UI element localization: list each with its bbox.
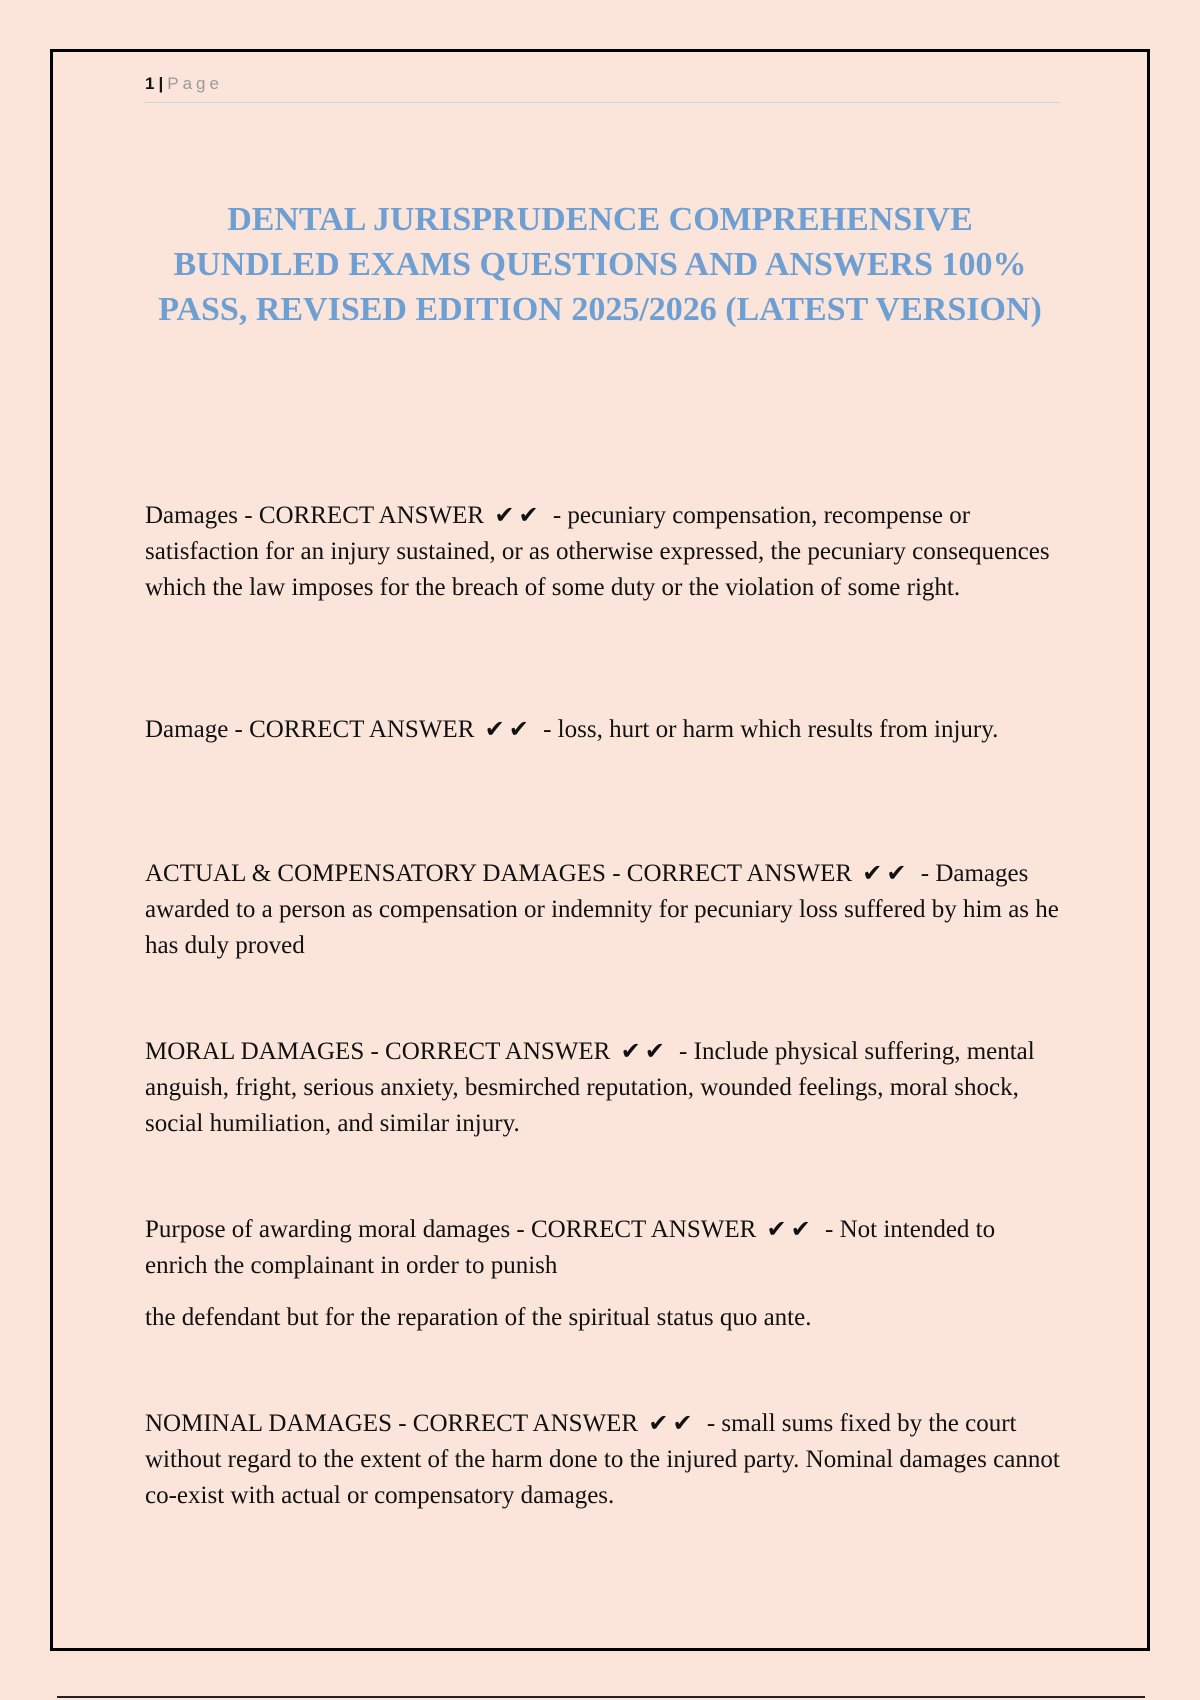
page-header [145,72,1060,103]
entry-term: Damages - CORRECT ANSWER [145,502,485,529]
check-icon: ✔✔ [484,715,533,743]
document-title: DENTAL JURISPRUDENCE COMPREHENSIVE BUNDLED EXAMS QUESTIONS AND ANSWERS 100% PASS, REVISED EDITION 2025/2026 (LATEST VERSION) [158,201,1042,328]
qa-entry [145,1211,1060,1284]
entry-continuation: the defendant but for the reparation of the spiritual status quo ante. [145,1304,812,1331]
entry-definition: - Include physical suffering, mental anguish, fright, serious anxiety, besmirched reputation, wounded feelings, moral shock, social humiliation, and similar injury. [145,1038,1035,1137]
qa-entry [145,497,1060,606]
page-number: 1 [145,74,155,93]
qa-entry [145,1405,1060,1514]
entry-definition: - Not intended to enrich the complainant in order to punish [145,1216,996,1279]
check-icon: ✔✔ [648,1409,697,1437]
entry-term: Purpose of awarding moral damages - CORRECT ANSWER [145,1216,757,1243]
entry-term: ACTUAL & COMPENSATORY DAMAGES - CORRECT ANSWER [145,860,853,887]
entry-definition: - pecuniary compensation, recompense or satisfaction for an injury sustained, or as otherwise expressed, the pecuniary consequences which the law imposes for the breach of some duty or the violation of some right. [145,502,1050,601]
check-icon: ✔✔ [620,1037,669,1065]
entry-term: MORAL DAMAGES - CORRECT ANSWER [145,1038,611,1065]
entry-term: NOMINAL DAMAGES - CORRECT ANSWER [145,1410,639,1437]
check-icon: ✔✔ [494,501,543,529]
qa-entry [145,855,1060,964]
page-label: Page [167,74,223,93]
check-icon: ✔✔ [766,1215,815,1243]
entry-definition: - loss, hurt or harm which results from injury. [543,716,999,743]
entry-term: Damage - CORRECT ANSWER [145,716,475,743]
check-icon: ✔✔ [862,859,911,887]
entry-definition: - small sums fixed by the court without regard to the extent of the harm done to the injured party. Nominal damages cannot co-exist with actual or compensatory damages. [145,1410,1060,1509]
bottom-rule [57,1696,1145,1698]
page-separator: | [158,74,164,93]
qa-entry [145,1033,1060,1142]
qa-entry [145,711,1060,748]
entry-definition: - Damages awarded to a person as compensation or indemnity for pecuniary loss suffered by him as he has duly proved [145,860,1059,959]
